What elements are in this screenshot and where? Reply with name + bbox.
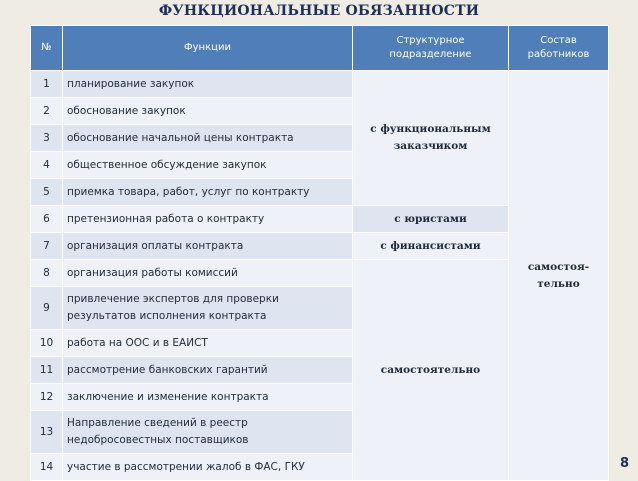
department-lawyers: с юристами: [353, 206, 509, 233]
row-number: 9: [31, 287, 63, 330]
department-financiers: с финансистами: [353, 233, 509, 260]
header-department: Структурное подразделение: [353, 26, 509, 71]
row-function: обоснование закупок: [63, 98, 353, 125]
header-function: Функции: [63, 26, 353, 71]
row-function: обоснование начальной цены контракта: [63, 125, 353, 152]
row-number: 11: [31, 357, 63, 384]
table-row: [31, 71, 609, 98]
row-function: участие в рассмотрении жалоб в ФАС, ГКУ: [63, 454, 353, 481]
row-function: общественное обсуждение закупок: [63, 152, 353, 179]
row-number: 3: [31, 125, 63, 152]
row-number: 7: [31, 233, 63, 260]
row-function: рассмотрение банковских гарантий: [63, 357, 353, 384]
department-independent: самостоятельно: [353, 260, 509, 481]
row-function: работа на ООС и в ЕАИСТ: [63, 330, 353, 357]
functions-table: [30, 25, 609, 481]
row-function: организация оплаты контракта: [63, 233, 353, 260]
row-number: 5: [31, 179, 63, 206]
row-function: заключение и изменение контракта: [63, 384, 353, 411]
row-number: 13: [31, 411, 63, 454]
row-number: 6: [31, 206, 63, 233]
row-number: 2: [31, 98, 63, 125]
row-number: 8: [31, 260, 63, 287]
staff-cell: самостоя-тельно: [509, 71, 609, 481]
table-header-row: [31, 26, 609, 71]
row-number: 12: [31, 384, 63, 411]
row-function: планирование закупок: [63, 71, 353, 98]
header-num: №: [31, 26, 63, 71]
row-number: 4: [31, 152, 63, 179]
row-function: организация работы комиссий: [63, 260, 353, 287]
row-function: претензионная работа о контракту: [63, 206, 353, 233]
department-functional-customer: с функциональным заказчиком: [353, 71, 509, 206]
page-title: ФУНКЦИОНАЛЬНЫЕ ОБЯЗАННОСТИ: [158, 3, 480, 19]
header-staff: Состав работников: [509, 26, 609, 71]
row-function: приемка товара, работ, услуг по контракту: [63, 179, 353, 206]
row-number: 1: [31, 71, 63, 98]
row-function: Направление сведений в реестр недобросовестных поставщиков: [63, 411, 353, 454]
row-number: 10: [31, 330, 63, 357]
row-function: привлечение экспертов для проверки результатов исполнения контракта: [63, 287, 353, 330]
page-number: 8: [619, 456, 629, 471]
row-number: 14: [31, 454, 63, 481]
